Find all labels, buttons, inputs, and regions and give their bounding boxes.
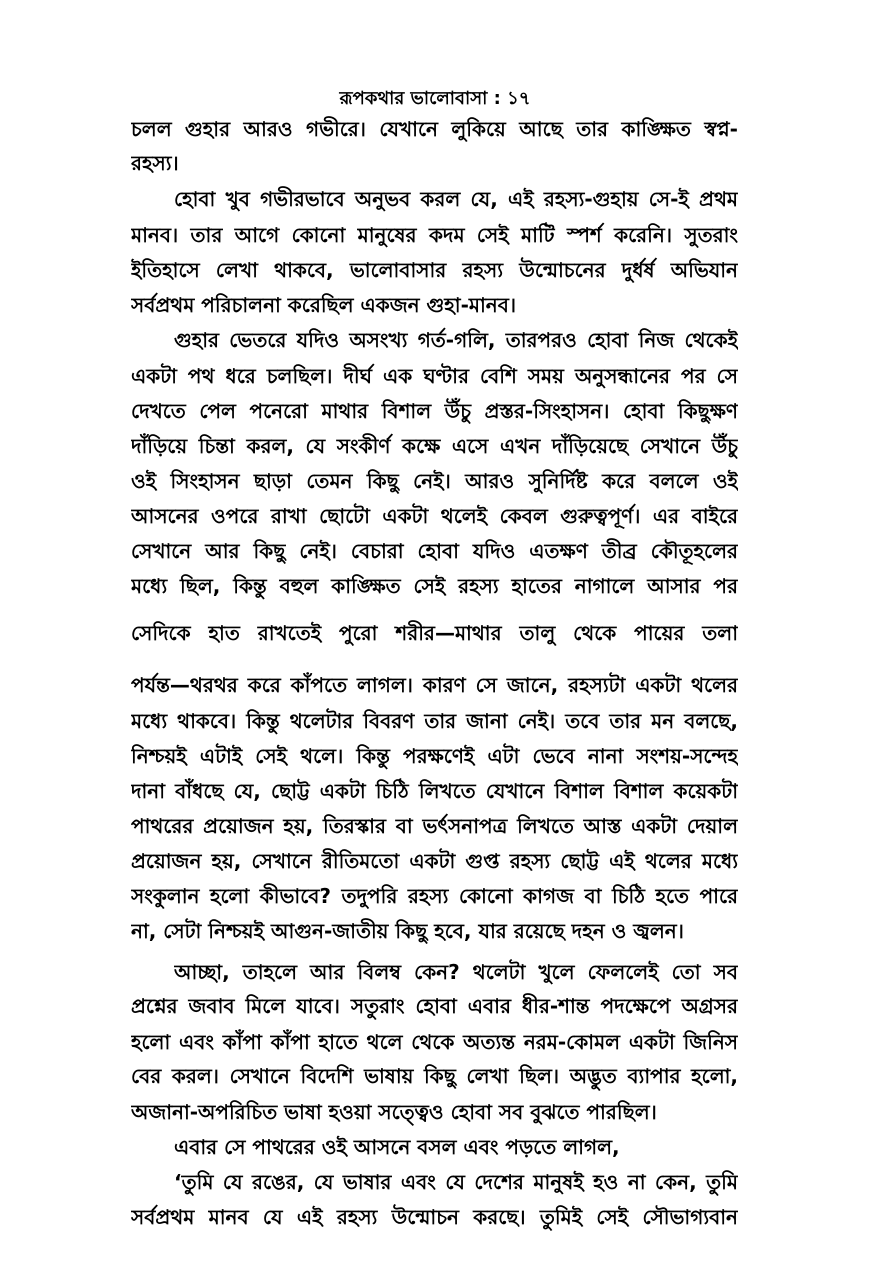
text-line: সর্বপ্রথম মানব যে এই রহস্য উন্মোচন করছে। তুমিই সেই সৌভাগ্যবান <box>131 1205 738 1229</box>
text-line: অজানা-অপরিচিত ভাষা হওয়া সত্ত্বেও হোবা সব বুঝতে পারছিল। <box>131 1100 657 1124</box>
text-line: গুহার ভেতরে যদিও অসংখ্য গর্ত-গলি, তারপরও হোবা নিজ থেকেই <box>174 328 738 352</box>
text-line: প্রশ্নের জবাব মিলে যাবে। সতুরাং হোবা এবার ধীর-শান্ত পদক্ষেপে অগ্রসর <box>131 994 738 1018</box>
text-line: মানব। তার আগে কোনো মানুষের কদম সেই মাটি স্পর্শ করেনি। সুতরাং <box>131 223 738 247</box>
text-line: মধ্যে ছিল, কিন্তু বহুল কাঙ্ক্ষিত সেই রহস্য হাতের নাগালে আসার পর <box>131 574 738 598</box>
text-line: একটা পথ ধরে চলছিল। দীর্ঘ এক ঘণ্টার বেশি সময় অনুসন্ধানের পর সে <box>131 364 738 388</box>
text-line: সংকুলান হলো কীভাবে? তদুপরি রহস্য কোনো কাগজ বা চিঠি হতে পারে <box>131 884 738 908</box>
text-line: দানা বাঁধছে যে, ছোট্ট একটা চিঠি লিখতে যেখানে বিশাল বিশাল কয়েকটা <box>131 779 738 803</box>
text-line: ওই সিংহাসন ছাড়া তেমন কিছু নেই। আরও সুনির্দিষ্ট করে বললে ওই <box>131 469 738 493</box>
text-line: মধ্যে থাকবে। কিন্তু থলেটার বিবরণ তার জানা নেই। তবে তার মন বলছে, <box>131 709 738 733</box>
text-line: হোবা খুব গভীরভাবে অনুভব করল যে, এই রহস্য-গুহায় সে-ই প্রথম <box>174 187 738 211</box>
text-line: রহস্য। <box>131 151 179 175</box>
text-line: সেখানে আর কিছু নেই। বেচারা হোবা যদিও এতক্ষণ তীব্র কৌতূহলের <box>131 539 738 563</box>
text-line: চলল গুহার আরও গভীরে। যেখানে লুকিয়ে আছে তার কাঙ্ক্ষিত স্বপ্ন- <box>131 117 738 141</box>
text-line: না, সেটা নিশ্চয়ই আগুন-জাতীয় কিছু হবে, যার রয়েছে দহন ও জ্বলন। <box>131 919 684 943</box>
text-line: বের করল। সেখানে বিদেশি ভাষায় কিছু লেখা ছিল। অদ্ভুত ব্যাপার হলো, <box>131 1064 738 1088</box>
text-line: নিশ্চয়ই এটাই সেই থলে। কিন্তু পরক্ষণেই এটা ভেবে নানা সংশয়-সন্দেহ <box>131 744 738 768</box>
text-line: পর্যন্ত—থরথর করে কাঁপতে লাগল। কারণ সে জানে, রহস্যটা একটা থলের <box>131 673 738 697</box>
text-line: দাঁড়িয়ে চিন্তা করল, যে সংকীর্ণ কক্ষে এসে এখন দাঁড়িয়েছে সেখানে উঁচু <box>131 434 738 458</box>
text-line: সেদিকে হাত রাখতেই পুরো শরীর—মাথার তালু থেকে পায়ের তলা <box>131 621 738 645</box>
text-line: আসনের ওপরে রাখা ছোটো একটা থলেই কেবল গুরুত্বপূর্ণ। এর বাইরে <box>131 504 738 528</box>
text-line: প্রয়োজন হয়, সেখানে রীতিমতো একটা গুপ্ত রহস্য ছোট্ট এই থলের মধ্যে <box>131 849 738 873</box>
text-line: হলো এবং কাঁপা কাঁপা হাতে থলে থেকে অত্যন্ত নরম-কোমল একটা জিনিস <box>131 1030 738 1054</box>
text-line: দেখতে পেল পনেরো মাথার বিশাল উঁচু প্রস্তর-সিংহাসন। হোবা কিছুক্ষণ <box>131 399 738 423</box>
text-line: আচ্ছা, তাহলে আর বিলম্ব কেন? থলেটা খুলে ফেললেই তো সব <box>174 960 738 984</box>
page-header: রূপকথার ভালোবাসা : ১৭ <box>339 88 531 109</box>
text-line: পাথরের প্রয়োজন হয়, তিরস্কার বা ভর্ৎসনাপত্র লিখতে আস্ত একটা দেয়াল <box>131 814 738 838</box>
text-line: ইতিহাসে লেখা থাকবে, ভালোবাসার রহস্য উন্মোচনের দুর্ধর্ষ অভিযান <box>131 258 738 282</box>
text-line: ‘তুমি যে রঙের, যে ভাষার এবং যে দেশের মানুষই হও না কেন, তুমি <box>174 1170 738 1194</box>
text-line: সর্বপ্রথম পরিচালনা করেছিল একজন গুহা-মানব। <box>131 293 516 317</box>
text-line: এবার সে পাথরের ওই আসনে বসল এবং পড়তে লাগল, <box>174 1135 620 1159</box>
